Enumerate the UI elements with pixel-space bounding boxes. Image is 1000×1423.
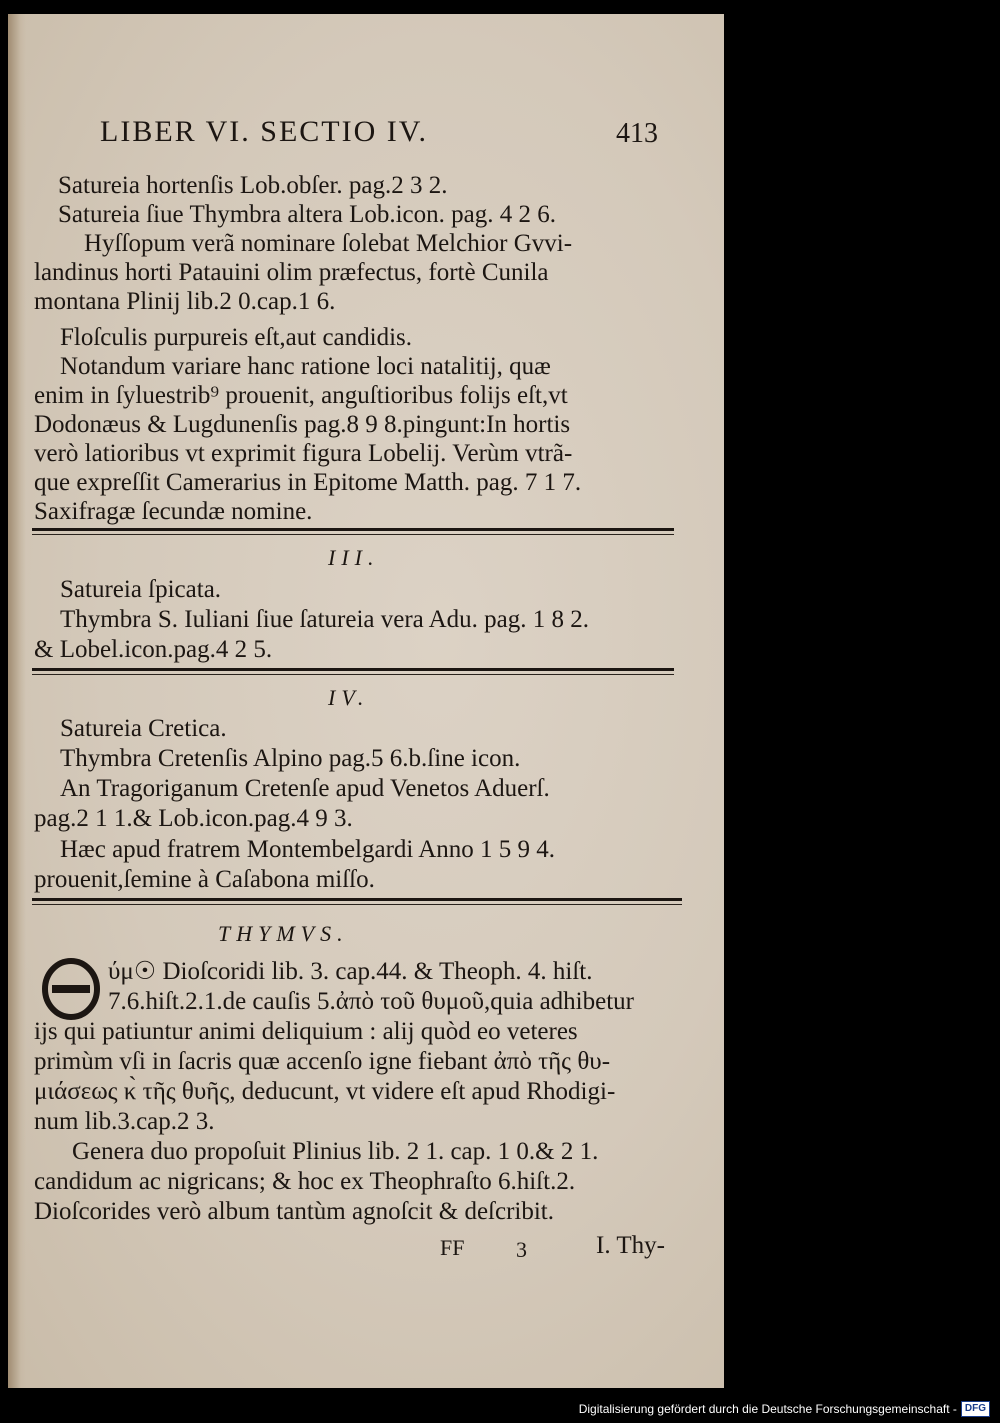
text-line: Satureia Cretica. <box>60 715 227 742</box>
section-heading: THYMVS. <box>218 921 349 946</box>
text-line: Thymbra S. Iuliani ſiue ſatureia vera Adu. pag. 1 8 2. <box>60 606 590 633</box>
signature-mark: FF <box>440 1235 465 1260</box>
running-head: LIBER VI. SECTIO IV. <box>100 115 429 148</box>
page-number: 413 <box>616 118 658 149</box>
text-line: & Lobel.icon.pag.4 2 5. <box>34 636 273 663</box>
text-line: Saxifragæ ſecundæ nomine. <box>34 498 313 525</box>
text-line: Floſculis purpureis eſt,aut candidis. <box>60 324 413 351</box>
text-line: num lib.3.cap.2 3. <box>34 1108 215 1135</box>
text-line: candidum ac nigricans; & hoc ex Theophraſto 6.hiſt.2. <box>34 1168 576 1195</box>
section-divider <box>32 528 674 531</box>
decorated-initial-icon <box>40 958 102 1020</box>
text-line: Satureia ſpicata. <box>60 576 222 603</box>
text-line: prouenit,ſemine à Caſabona miſſo. <box>34 866 375 893</box>
text-line: 7.6.hiſt.2.1.de cauſis 5.ἀπὸ τοῦ θυμοῦ,quia adhibetur <box>108 988 634 1015</box>
credit-text: Digitalisierung gefördert durch die Deutsche Forschungsgemeinschaft - <box>578 1402 957 1416</box>
text-line: Thymbra Cretenſis Alpino pag.5 6.b.ſine icon. <box>60 745 521 772</box>
section-heading: IV. <box>328 685 370 710</box>
signature-number: 3 <box>516 1237 527 1262</box>
catchword: I. Thy- <box>596 1232 665 1259</box>
text-line: pag.2 1 1.& Lob.icon.pag.4 9 3. <box>34 805 353 832</box>
text-line: Satureia ſiue Thymbra altera Lob.icon. pag. 4 2 6. <box>58 201 556 228</box>
text-line: Satureia hortenſis Lob.obſer. pag.2 3 2. <box>58 172 448 199</box>
digitization-credit <box>579 1401 990 1417</box>
section-divider <box>32 898 682 901</box>
text-line: Hæc apud fratrem Montembelgardi Anno 1 5 9 4. <box>60 836 556 863</box>
text-line: Notandum variare hanc ratione loci natalitij, quæ <box>60 353 551 380</box>
text-line: μιάσεως κ̀ τῆς θυῆς, deducunt, vt videre eſt apud Rhodigi- <box>34 1078 616 1105</box>
text-line: montana Plinij lib.2 0.cap.1 6. <box>34 288 336 315</box>
page-text <box>8 14 724 1388</box>
text-line: que expreſſit Camerarius in Epitome Matth. pag. 7 1 7. <box>34 469 582 496</box>
section-divider <box>32 668 674 671</box>
text-line: primùm vſi in ſacris quæ accenſo igne fiebant ἀπὸ τῆς θυ- <box>34 1048 611 1075</box>
text-line: Dodonæus & Lugdunenſis pag.8 9 8.pingunt:In hortis <box>34 411 571 438</box>
text-line: Hyſſopum verã nominare ſolebat Melchior Gvvi- <box>84 230 573 257</box>
text-line: Dioſcorides verò album tantùm agnoſcit & deſcribit. <box>34 1198 555 1225</box>
text-line: enim in ſyluestrib⁹ prouenit, anguſtioribus folijs eſt,vt <box>34 382 568 409</box>
section-heading: III. <box>328 545 380 570</box>
book-page <box>8 14 724 1388</box>
text-line: landinus horti Patauini olim præfectus, fortè Cunila <box>34 259 549 286</box>
text-line: ύμ☉ Dioſcoridi lib. 3. cap.44. & Theoph. 4. hiſt. <box>108 958 593 985</box>
text-line: Genera duo propoſuit Plinius lib. 2 1. cap. 1 0.& 2 1. <box>72 1138 599 1165</box>
dfg-logo: DFG <box>961 1401 990 1417</box>
text-line: ijs qui patiuntur animi deliquium : alij quòd eo veteres <box>34 1018 578 1045</box>
text-line: An Tragoriganum Cretenſe apud Venetos Aduerſ. <box>60 775 550 802</box>
text-line: verò latioribus vt exprimit figura Lobelij. Verùm vtrã- <box>34 440 573 467</box>
